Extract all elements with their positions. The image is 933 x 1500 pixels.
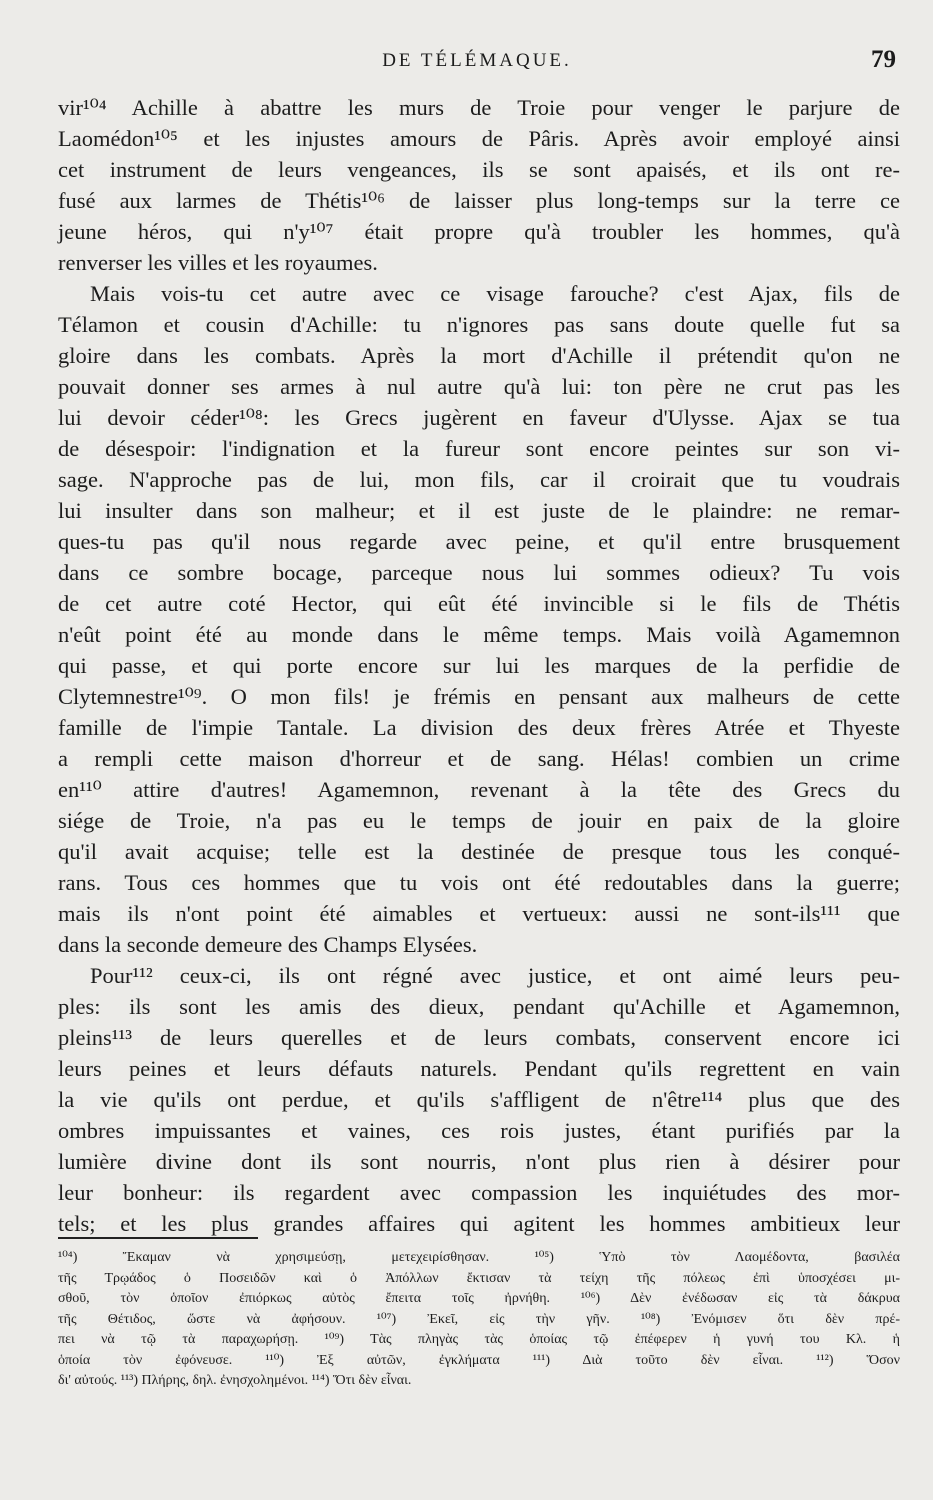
text-line: Clytemnestre¹⁰⁹. O mon fils! je frémis en pensant aux malheurs de cette xyxy=(58,684,900,709)
page-header xyxy=(58,46,896,80)
footnote-line: τῆς Θέτιδος, ὥστε νὰ ἀφήσουν. ¹⁰⁷) Ἐκεῖ, εἰς τὴν γῆν. ¹⁰⁸) Ἐνόμισεν ὅτι δὲν πρέ- xyxy=(58,1311,900,1327)
main-text xyxy=(58,92,900,1239)
text-line: de cet autre coté Hector, qui eût été invincible si le fils de Thétis xyxy=(58,591,900,616)
text-line: Mais vois-tu cet autre avec ce visage farouche? c'est Ajax, fils de xyxy=(90,281,900,306)
footnote-line: σθοῦ, τὸν ὁποῖον ἐπιόρκως αὐτὸς ἔπειτα τοῖς ἠρνήθη. ¹⁰⁶) Δὲν ἐνέδωσαν εἰς τὰ δάκρυα xyxy=(58,1291,900,1306)
text-line: pleins¹¹³ de leurs querelles et de leurs combats, conservent encore ici xyxy=(58,1025,900,1050)
text-line: leurs peines et leurs défauts naturels. Pendant qu'ils regrettent en vain xyxy=(58,1056,900,1081)
text-line: gloire dans les combats. Après la mort d'Achille il prétendit qu'on ne xyxy=(58,343,900,368)
footnotes xyxy=(58,1248,900,1392)
footnote-line: τῆς Τρῳάδος ὁ Ποσειδῶν καὶ ὁ Ἀπόλλων ἔκτισαν τὰ τείχη τῆς πόλεως ἐπὶ ὑποσχέσει μι- xyxy=(58,1270,900,1286)
text-line: Télamon et cousin d'Achille: tu n'ignores pas sans doute quelle fut sa xyxy=(58,312,900,337)
page-number: 79 xyxy=(871,46,896,73)
text-line: de désespoir: l'indignation et la fureur sont encore peintes sur son vi- xyxy=(58,436,900,461)
footnote-rule xyxy=(58,1237,258,1239)
text-line: renverser les villes et les royaumes. xyxy=(58,250,378,275)
footnote-line: ¹⁰⁴) Ἔκαμαν νὰ χρησιμεύσῃ, μετεχειρίσθησαν. ¹⁰⁵) Ὑπὸ τὸν Λαομέδοντα, βασιλέα xyxy=(58,1250,900,1265)
text-line: famille de l'impie Tantale. La division des deux frères Atrée et Thyeste xyxy=(58,715,900,740)
text-line: Laomédon¹⁰⁵ et les injustes amours de Pâris. Après avoir employé ainsi xyxy=(58,126,900,151)
text-line: n'eût point été au monde dans le même temps. Mais voilà Agamemnon xyxy=(58,622,900,647)
text-line: jeune héros, qui n'y¹⁰⁷ était propre qu'à troubler les hommes, qu'à xyxy=(58,219,900,244)
text-line: cet instrument de leurs vengeances, ils se sont apaisés, et ils ont re- xyxy=(58,157,900,182)
text-line: dans ce sombre bocage, parceque nous lui sommes odieux? Tu vois xyxy=(58,560,900,585)
text-line: ples: ils sont les amis des dieux, pendant qu'Achille et Agamemnon, xyxy=(58,994,900,1019)
text-line: vir¹⁰⁴ Achille à abattre les murs de Troie pour venger le parjure de xyxy=(58,95,900,120)
text-line: lui devoir céder¹⁰⁸: les Grecs jugèrent en faveur d'Ulysse. Ajax se tua xyxy=(58,405,900,430)
text-line: la vie qu'ils ont perdue, et qu'ils s'affligent de n'être¹¹⁴ plus que des xyxy=(58,1087,900,1112)
text-line: dans la seconde demeure des Champs Elysées. xyxy=(58,932,478,957)
text-line: pouvait donner ses armes à nul autre qu'à lui: ton père ne crut pas les xyxy=(58,374,900,399)
footnote-line: δι' αὐτούς. ¹¹³) Πλήρης, δηλ. ἐνησχολημένοι. ¹¹⁴) Ὅτι δὲν εἶναι. xyxy=(58,1373,412,1388)
text-line: ques-tu pas qu'il nous regarde avec peine, et qu'il entre brusquement xyxy=(58,529,900,554)
text-line: rans. Tous ces hommes que tu vois ont été redoutables dans la guerre; xyxy=(58,870,900,895)
text-line: a rempli cette maison d'horreur et de sang. Hélas! combien un crime xyxy=(58,746,900,771)
text-line: lui insulter dans son malheur; et il est juste de le plaindre: ne remar- xyxy=(58,498,900,523)
text-line: leur bonheur: ils regardent avec compassion les inquiétudes des mor- xyxy=(58,1180,900,1205)
text-line: qu'il avait acquise; telle est la destinée de presque tous les conqué- xyxy=(58,839,900,864)
text-line: Pour¹¹² ceux-ci, ils ont régné avec justice, et ont aimé leurs peu- xyxy=(90,963,900,988)
text-line: mais ils n'ont point été aimables et vertueux: aussi ne sont-ils¹¹¹ que xyxy=(58,901,900,926)
running-title: DE TÉLÉMAQUE. xyxy=(382,50,572,71)
text-line: lumière divine dont ils sont nourris, n'ont plus rien à désirer pour xyxy=(58,1149,900,1174)
text-line: sage. N'approche pas de lui, mon fils, car il croirait que tu voudrais xyxy=(58,467,900,492)
text-line: fusé aux larmes de Thétis¹⁰⁶ de laisser plus long-temps sur la terre ce xyxy=(58,188,900,213)
text-line: qui passe, et qui porte encore sur lui les marques de la perfidie de xyxy=(58,653,900,678)
footnote-line: πει νὰ τῷ τὰ παραχωρήσῃ. ¹⁰⁹) Τὰς πληγὰς τὰς ὁποίας τῷ ἐπέφερεν ἡ γυνή του Κλ. ἡ xyxy=(58,1332,900,1347)
text-line: ombres impuissantes et vaines, ces rois justes, étant purifiés par la xyxy=(58,1118,900,1143)
text-line: siége de Troie, n'a pas eu le temps de jouir en paix de la gloire xyxy=(58,808,900,833)
text-line: en¹¹⁰ attire d'autres! Agamemnon, revenant à la tête des Grecs du xyxy=(58,777,900,802)
text-line: tels; et les plus grandes affaires qui agitent les hommes ambitieux leur xyxy=(58,1211,900,1236)
footnote-line: ὁποία τὸν ἐφόνευσε. ¹¹⁰) Ἐξ αὐτῶν, ἐγκλήματα ¹¹¹) Διὰ τοῦτο δὲν εἶναι. ¹¹²) Ὅσον xyxy=(58,1352,900,1368)
